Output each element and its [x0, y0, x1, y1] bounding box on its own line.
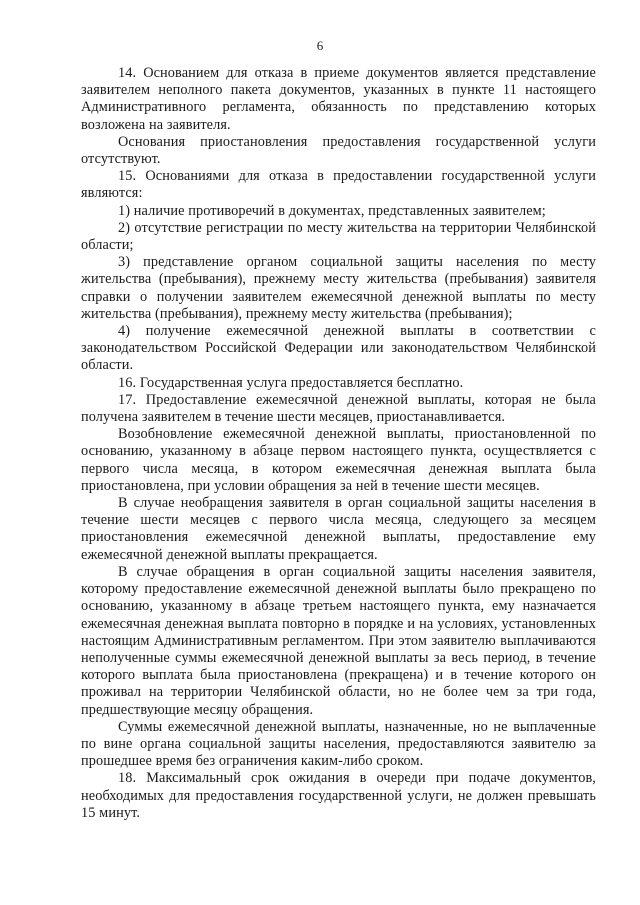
list-item-4: 4) получение ежемесячной денежной выплаты в соответствии с законодательством Российской Федерации или законодательством Челябинской области. [81, 323, 596, 374]
paragraph-15-refusal-service: 15. Основаниями для отказа в предоставлении государственной услуги являются: [81, 168, 596, 202]
paragraph-18-waiting-time: 18. Максимальный срок ожидания в очереди при подаче документов, необходимых для предоставления государственной услуги, не должен превышать 15 минут. [81, 770, 596, 821]
list-item-1: 1) наличие противоречий в документах, представленных заявителем; [118, 202, 546, 219]
list-item-3: 3) представление органом социальной защиты населения по месту жительства (пребывания), прежнему месту жительства (пребывания) заявителя справки о получении заявителем ежемесячной денежной выплаты по месту жительства (пребывания), прежнему месту жительства (пребывания); [81, 254, 596, 322]
list-item-2: 2) отсутствие регистрации по месту жительства на территории Челябинской области; [81, 219, 596, 254]
paragraph-resumption: Возобновление ежемесячной денежной выплаты, приостановленной по основанию, указанному в абзаце первом настоящего пункта, осуществляется с первого числа месяца, в котором ежемесячная денежная выплата была приостановлена, при условии обращения за ней в течение шести месяцев. [81, 426, 596, 494]
paragraph-16-free-service: 16. Государственная услуга предоставляется бесплатно. [118, 374, 464, 391]
page-number: 6 [316, 38, 324, 53]
paragraph-17-suspension: 17. Предоставление ежемесячной денежной выплаты, которая не была получена заявителем в течение шести месяцев, приостанавливается. [81, 391, 596, 426]
paragraph-termination: В случае необращения заявителя в орган социальной защиты населения в течение шести месяцев с первого числа месяца, следующего за месяцем приостановления ежемесячной денежной выплаты, предоставление ему ежемесячной денежной выплаты прекращается. [81, 495, 596, 563]
document-body [81, 65, 596, 822]
paragraph-unpaid-sums: Суммы ежемесячной денежной выплаты, назначенные, но не выплаченные по вине органа социальной защиты населения, предоставляются заявителю за прошедшее время без ограничения каким-либо сроком. [81, 718, 596, 770]
paragraph-reapplication: В случае обращения в орган социальной защиты населения заявителя, которому предоставление ежемесячной денежной выплаты было прекращено по основанию, указанному в абзаце третьем настоящего пункта, ему назначается ежемесячная денежная выплата повторно в порядке и на условиях, установленных настоящим Административным регламентом. При этом заявителю выплачиваются неполученные суммы ежемесячной денежной выплаты за весь период, в течение которого выплата была приостановлена (прекращена) и в течение которого он проживал на территории Челябинской области, но не более чем за три года, предшествующие месяцу обращения. [81, 563, 596, 718]
paragraph-suspension-grounds: Основания приостановления предоставления государственной услуги отсутствуют. [81, 133, 596, 168]
paragraph-14-refusal-documents: 14. Основанием для отказа в приеме документов является представление заявителем неполного пакета документов, указанных в пункте 11 настоящего Административного регламента, обязанность по представлению которых возложена на заявителя. [81, 65, 596, 133]
